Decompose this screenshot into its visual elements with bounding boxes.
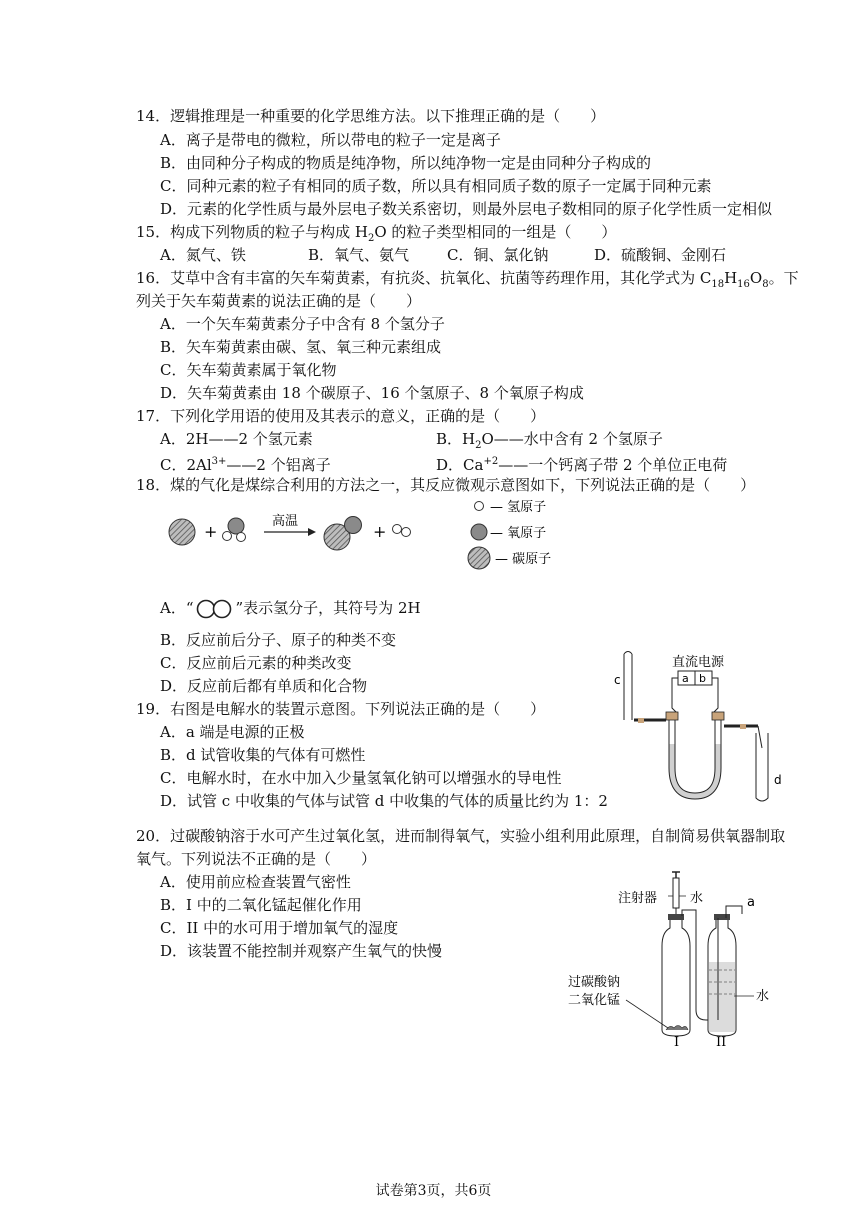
q15-stem-pre: 15．构成下列物质的粒子与构成 H (136, 223, 368, 241)
hydrogen-molecule-icon (194, 598, 236, 620)
q16-option-c[interactable]: C．矢车菊黄素属于氧化物 (160, 361, 337, 379)
plus-sign-1: + (204, 522, 218, 541)
syringe-icon (672, 872, 680, 918)
bottle-II (708, 906, 742, 1036)
legend (468, 500, 551, 569)
q18-option-c[interactable]: C．反应前后元素的种类改变 (160, 654, 352, 672)
oxygen-generator-apparatus (566, 870, 776, 1050)
syringe-label: 注射器 (618, 891, 658, 906)
water-right-label: 水 (756, 989, 770, 1004)
power-supply-label: 直流电源 (672, 655, 725, 670)
q16-stem-line2: 列关于矢车菊黄素的说法正确的是（ ） (136, 292, 422, 310)
q14-option-b[interactable]: B．由同种分子构成的物质是纯净物，所以纯净物一定是由同种分子构成的 (160, 154, 652, 172)
test-tube-d (756, 733, 768, 801)
carbon-atom-reactant (169, 519, 195, 545)
water-molecule (223, 518, 246, 542)
q17-d-sup: +2 (483, 456, 499, 467)
wire-left (672, 678, 678, 714)
q15-stem-sub: 2 (367, 233, 375, 244)
q18-option-a[interactable] (160, 596, 421, 620)
q17-b-pre: B．H (436, 430, 476, 448)
q17-option-d[interactable] (436, 452, 727, 475)
q18-option-d[interactable]: D．反应前后都有单质和化合物 (160, 677, 368, 695)
legend-hydrogen-label: — 氢原子 (490, 500, 547, 515)
q19-option-c[interactable]: C．电解水时，在水中加入少量氢氧化钠可以增强水的导电性 (160, 769, 562, 787)
q19-stem: 19．右图是电解水的装置示意图。下列说法正确的是（ ） (136, 700, 546, 718)
reagent-label-2: 二氧化锰 (568, 993, 621, 1008)
q18-a-pre: A．“ (160, 599, 194, 617)
outlet-a-label: a (747, 895, 755, 910)
terminal-a-label: a (682, 672, 689, 685)
electrolysis-apparatus (612, 648, 812, 808)
q20-option-b[interactable]: B．I 中的二氧化锰起催化作用 (160, 896, 362, 914)
q15-option-a[interactable]: A．氮气、铁 (160, 246, 246, 264)
u-tube-water (672, 744, 718, 796)
q17-c-sup: 3+ (211, 456, 227, 467)
q17-d-pre: D．Ca (436, 456, 484, 474)
bottle-I-label: I (674, 1035, 680, 1050)
q20-option-a[interactable]: A．使用前应检查装置气密性 (160, 873, 351, 891)
terminal-b-label: b (699, 672, 706, 685)
q16-sub-h: 16 (737, 279, 750, 290)
legend-oxygen-label: — 氧原子 (490, 526, 547, 541)
bottle-I (662, 914, 690, 1036)
q16-sub-c: 18 (711, 279, 725, 290)
q19-option-b[interactable]: B．d 试管收集的气体有可燃性 (160, 746, 366, 764)
co-molecule (324, 517, 362, 551)
wire-right (712, 678, 718, 714)
q20-option-d[interactable]: D．该装置不能控制并观察产生氧气的快慢 (160, 942, 443, 960)
q17-option-c[interactable] (160, 452, 331, 475)
q18-option-b[interactable]: B．反应前后分子、原子的种类不变 (160, 631, 397, 649)
q17-c-post: ——2 个铝离子 (226, 456, 331, 474)
q18-reaction-diagram (160, 495, 600, 585)
water-top-label: 水 (690, 891, 704, 906)
q16-stem-tail: 。下 (768, 269, 799, 287)
q14-option-d[interactable]: D．元素的化学性质与最外层电子数关系密切，则最外层电子数相同的原子化学性质一定相似 (160, 200, 773, 218)
left-stopper (666, 712, 678, 720)
u-tube-outline (672, 718, 718, 796)
q19-option-d[interactable]: D．试管 c 中收集的气体与试管 d 中收集的气体的质量比约为 1：2 (160, 792, 608, 810)
reagent-label-1: 过碳酸钠 (568, 975, 621, 990)
legend-carbon-icon (468, 547, 490, 569)
q17-b-sub: 2 (475, 440, 482, 451)
page-footer: 试卷第3页，共6页 (375, 1183, 492, 1199)
hydrogen-molecule (393, 525, 411, 537)
right-stopper (712, 712, 724, 720)
q19-option-a[interactable]: A．a 端是电源的正极 (160, 723, 305, 741)
test-tube-c (624, 652, 632, 721)
legend-oxygen-icon (471, 524, 487, 540)
q15-stem-post: O 的粒子类型相同的一组是（ ） (374, 223, 617, 241)
q16-el-o: O (749, 269, 763, 287)
q16-option-b[interactable]: B．矢车菊黄素由碳、氢、氧三种元素组成 (160, 338, 442, 356)
q15-option-b[interactable]: B．氧气、氨气 (308, 246, 410, 264)
q20-option-c[interactable]: C．II 中的水可用于增加氧气的湿度 (160, 919, 399, 937)
q18-stem: 18．煤的气化是煤综合利用的方法之一，其反应微观示意图如下，下列说法正确的是（ ） (136, 476, 756, 494)
q20-stem-line1: 20．过碳酸钠溶于水可产生过氧化氢，进而制得氧气，实验小组利用此原理，自制简易供氧器制取 (136, 827, 786, 845)
water-level (709, 962, 735, 1032)
bottle-II-label: II (716, 1035, 727, 1050)
legend-carbon-label: — 碳原子 (495, 552, 552, 567)
q17-b-post: O——水中含有 2 个氢原子 (481, 430, 663, 448)
q17-stem: 17．下列化学用语的使用及其表示的意义，正确的是（ ） (136, 407, 546, 425)
reaction-arrowhead (308, 528, 316, 536)
reaction-condition: 高温 (272, 514, 299, 529)
plus-sign-2: + (373, 522, 387, 541)
q14-option-a[interactable]: A．离子是带电的微粒，所以带电的粒子一定是离子 (160, 131, 501, 149)
q15-option-d[interactable]: D．硫酸铜、金刚石 (594, 246, 727, 264)
q16-el-h: H (724, 269, 738, 287)
q14-option-c[interactable]: C．同种元素的粒子有相同的质子数，所以具有相同质子数的原子一定属于同种元素 (160, 177, 712, 195)
q20-stem-line2: 氧气。下列说法不正确的是（ ） (136, 850, 377, 868)
q18-a-post: ”表示氢分子，其符号为 2H (235, 599, 421, 617)
q14-stem: 14．逻辑推理是一种重要的化学思维方法。以下推理正确的是（ ） (136, 107, 606, 125)
tube-c-label: c (614, 673, 621, 687)
q16-formula (711, 269, 769, 290)
q16-stem-text: 16．艾草中含有丰富的矢车菊黄素，有抗炎、抗氧化、抗菌等药理作用，其化学式为 C (136, 269, 712, 287)
q17-d-post: ——一个钙离子带 2 个单位正电荷 (498, 456, 728, 474)
legend-hydrogen-icon (475, 502, 484, 511)
q17-option-a[interactable]: A．2H——2 个氢元素 (160, 430, 313, 448)
q16-option-a[interactable]: A．一个矢车菊黄素分子中含有 8 个氢分子 (160, 315, 445, 333)
q15-option-c[interactable]: C．铜、氯化钠 (447, 246, 549, 264)
q16-sub-o: 8 (762, 279, 769, 290)
q16-option-d[interactable]: D．矢车菊黄素由 18 个碳原子、16 个氢原子、8 个氧原子构成 (160, 384, 584, 402)
q17-c-pre: C．2Al (160, 456, 212, 474)
tube-d-label: d (774, 773, 782, 787)
